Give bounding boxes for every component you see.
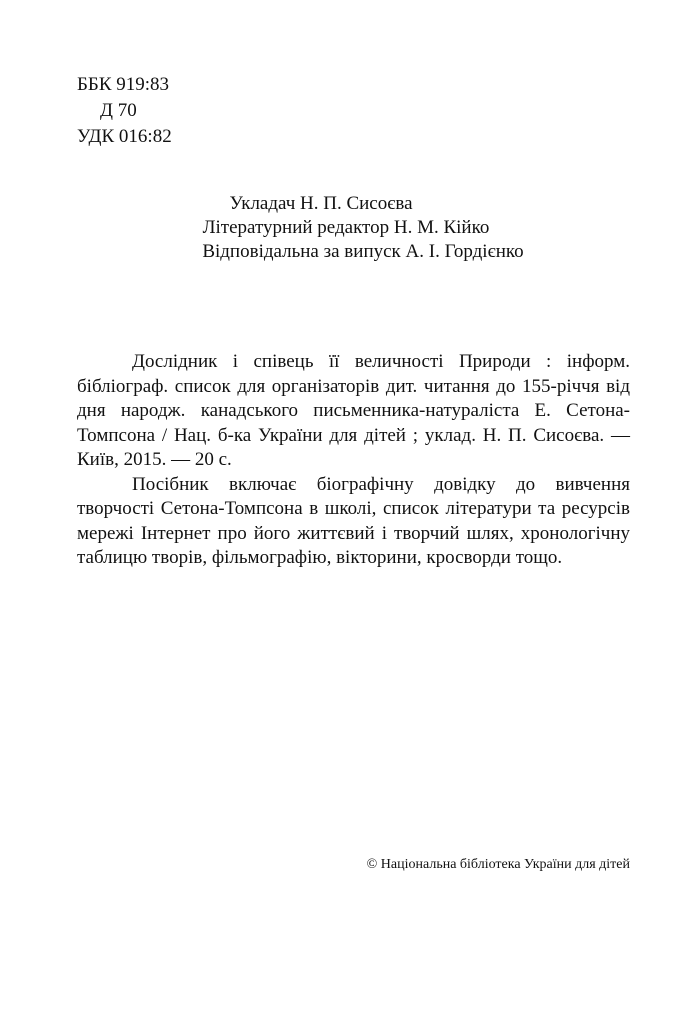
bbk-index: ББК 919:83 (77, 74, 170, 95)
classification-block (77, 72, 172, 150)
udk-index: УДК 016:82 (77, 126, 172, 147)
credits-block (0, 192, 682, 264)
compiler-credit: Укладач Н. П. Сисоєва (229, 193, 413, 214)
bibliographic-record: Дослідник і співець її величності Природи : інформ. бібліограф. список для організаторів дит. читання до 155-річчя від дня народж. канадського письменника-натураліста Е. Сетона-Томпсона / Нац. б-ка України для дітей ; уклад. Н. П. Сисоєва. — Київ, 2015. — 20 с. (77, 351, 630, 470)
editor-credit: Літературний редактор Н. М. Кійко (202, 217, 490, 238)
annotation-description: Посібник включає біографічну довідку до вивчення творчості Сетона-Томпсона в школі, список літератури та ресурсів мережі Інтернет про його життєвий і творчий шлях, хронологічну таблицю творів, фільмографію, вікторини, кросворди тощо. (77, 473, 630, 568)
annotation-block (77, 350, 630, 571)
author-mark: Д 70 (100, 100, 137, 121)
copyright-notice: © Національна бібліотека України для дітей (366, 857, 630, 872)
responsible-credit: Відповідальна за випуск А. І. Гордієнко (202, 241, 524, 262)
